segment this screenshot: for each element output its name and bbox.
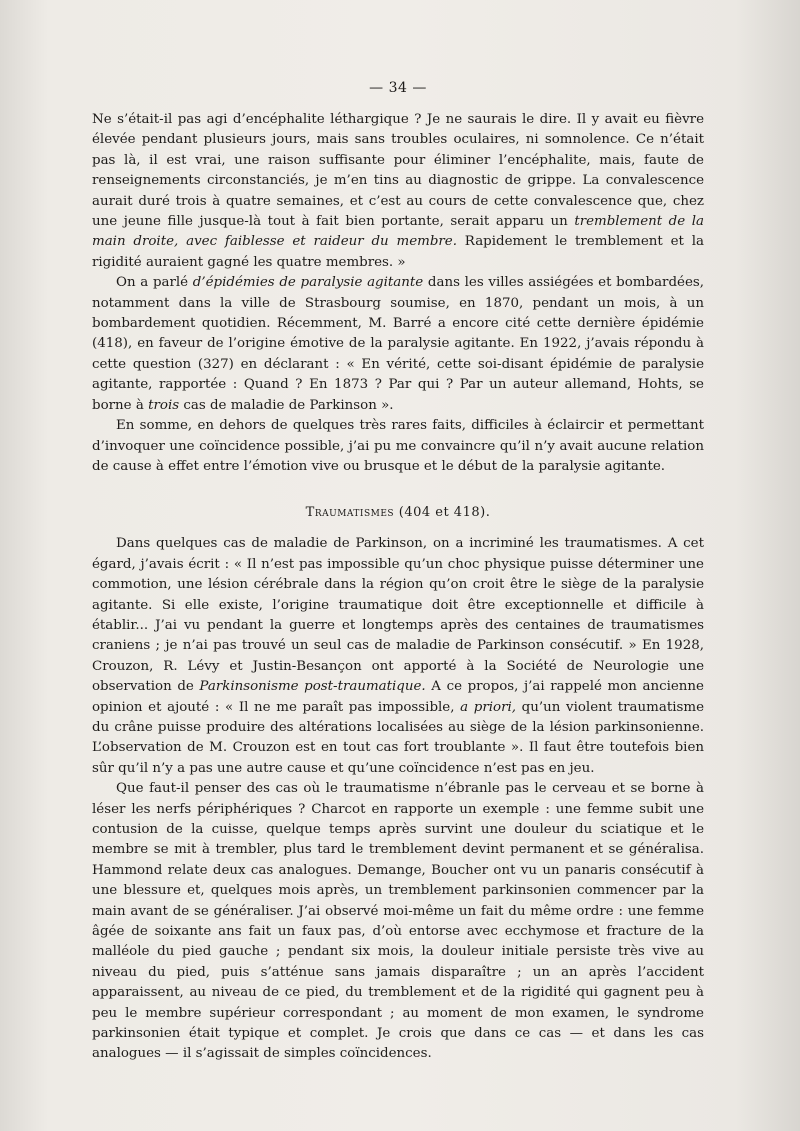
emphasis-text: tremblement de la main droite, avec faiblesse et raideur du membre. bbox=[92, 214, 704, 250]
page-number: — 34 — bbox=[369, 80, 427, 96]
paragraph-text: On a parlé bbox=[116, 275, 193, 291]
page-content bbox=[92, 80, 704, 1065]
paragraph-text: dans les villes assiégées et bombardées, notamment dans la ville de Strasbourg soumise, en 1870, pendant un mois, à un bombardement quotidien. Récemment, M. Barré a encore cité cette dernière épidémie (418), en faveur de l’origine émotive de la paralysie agitante. En 1922, j’avais répondu à cette question (327) en déclarant : « En vérité, cette soi-disant épidémie de paralysie agitante, rapportée : Quand ? En 1873 ? Par qui ? Par un auteur allemand, Hohts, se borne à bbox=[92, 275, 704, 413]
emphasis-text: d’épidémies de paralysie agitante bbox=[192, 275, 424, 291]
paragraph-text: A ce propos, j’ai rappelé mon ancienne opinion et ajouté : « Il ne me paraît pas impossible, bbox=[92, 679, 704, 715]
paragraph-traumatisms bbox=[92, 534, 704, 779]
emphasis-text: Parkinsonisme post-traumatique. bbox=[199, 679, 426, 695]
paragraph-text: Ne s’était-il pas agi d’encéphalite léthargique ? Je ne saurais le dire. Il y avait eu fièvre élevée pendant plusieurs jours, mais sans troubles oculaires, ni somnolence. Ce n’était pas là, il est vrai, une raison suffisante pour éliminer l’encéphalite, mais, faute de renseignements circonstanciés, je m’en tins au diagnostic de grippe. La convalescence aurait duré trois à quatre semaines, et c’est au cours de cette convalescence que, chez une jeune fille jusque-là tout à fait bien portante, serait apparu un bbox=[92, 112, 704, 230]
emphasis-text: trois bbox=[148, 397, 180, 413]
paragraph-text: cas de maladie de Parkinson ». bbox=[179, 397, 394, 413]
paragraph-peripheral-nerves: Que faut-il penser des cas où le traumatisme n’ébranle pas le cerveau et se borne à léser les nerfs périphériques ? Charcot en rapporte un exemple : une femme subit une contusion de la cuisse, quelque temps après survint une douleur du sciatique et le membre se mit à trembler, plus tard le tremblement devint permanent et se généralisa. Hammond relate deux cas analogues. Demange, Boucher ont vu un panaris consécutif à une blessure et, quelques mois après, un tremblement parkinsonien commencer par la main avant de se généraliser. J’ai observé moi-même un fait du même ordre : une femme âgée de soixante ans fait un faux pas, d’où entorse avec ecchymose et fracture de la malléole du pied gauche ; pendant six mois, la douleur initiale persiste très vive au niveau du pied, puis s’atténue sans jamais disparaître ; un an après l’accident apparaissent, au niveau de ce pied, du tremblement et de la rigidité qui gagnent peu à peu le membre supérieur correspondant ; au moment de mon examen, le syndrome parkinsonien était typique et complet. Je crois que dans ce cas — et dans les cas analogues — il s’agissait de simples coïncidences. bbox=[92, 781, 704, 1062]
section-refs: (404 et 418). bbox=[394, 505, 491, 521]
paragraph-text: qu’un violent traumatisme du crâne puisse produire des altérations localisées au siège de la lésion parkinsonienne. L’observation de M. Crouzon est en tout cas fort troublante ». Il faut être toutefois bien sûr qu’il n’y a pas une autre cause et qu’une coïncidence n’est pas en jeu. bbox=[92, 699, 705, 776]
paragraph-text: Dans quelques cas de maladie de Parkinson, on a incriminé les traumatismes. A cet égard, j’avais écrit : « Il n’est pas impossible qu’un choc physique puisse déterminer une commotion, une lésion cérébrale dans la région qu’on croit être le siège de la paralysie agitante. Si elle existe, l’origine traumatique doit être exceptionnelle et difficile à établir... J’ai vu pendant la guerre et longtemps après des centaines de traumatismes craniens ; je n’ai pas trouvé un seul cas de maladie de Parkinson consécutif. » En 1928, Crouzon, R. Lévy et Justin-Besançon ont apporté à la Société de Neurologie une observation de bbox=[92, 536, 704, 695]
paragraph-text: Rapidement le tremblement et la rigidité auraient gagné les quatre membres. » bbox=[92, 234, 704, 270]
paragraph-encephalitis bbox=[92, 110, 704, 273]
emphasis-text: a priori, bbox=[460, 699, 517, 715]
section-heading bbox=[92, 505, 704, 520]
paragraph-summary: En somme, en dehors de quelques très rares faits, difficiles à éclaircir et permettant d’invoquer une coïncidence possible, j’ai pu me convaincre qu’il n’y avait aucune relation de cause à effet entre l’émotion vive ou brusque et le début de la paralysie agitante. bbox=[92, 418, 704, 474]
paragraph-epidemics bbox=[92, 273, 704, 416]
section-title: Traumatismes bbox=[305, 505, 395, 521]
